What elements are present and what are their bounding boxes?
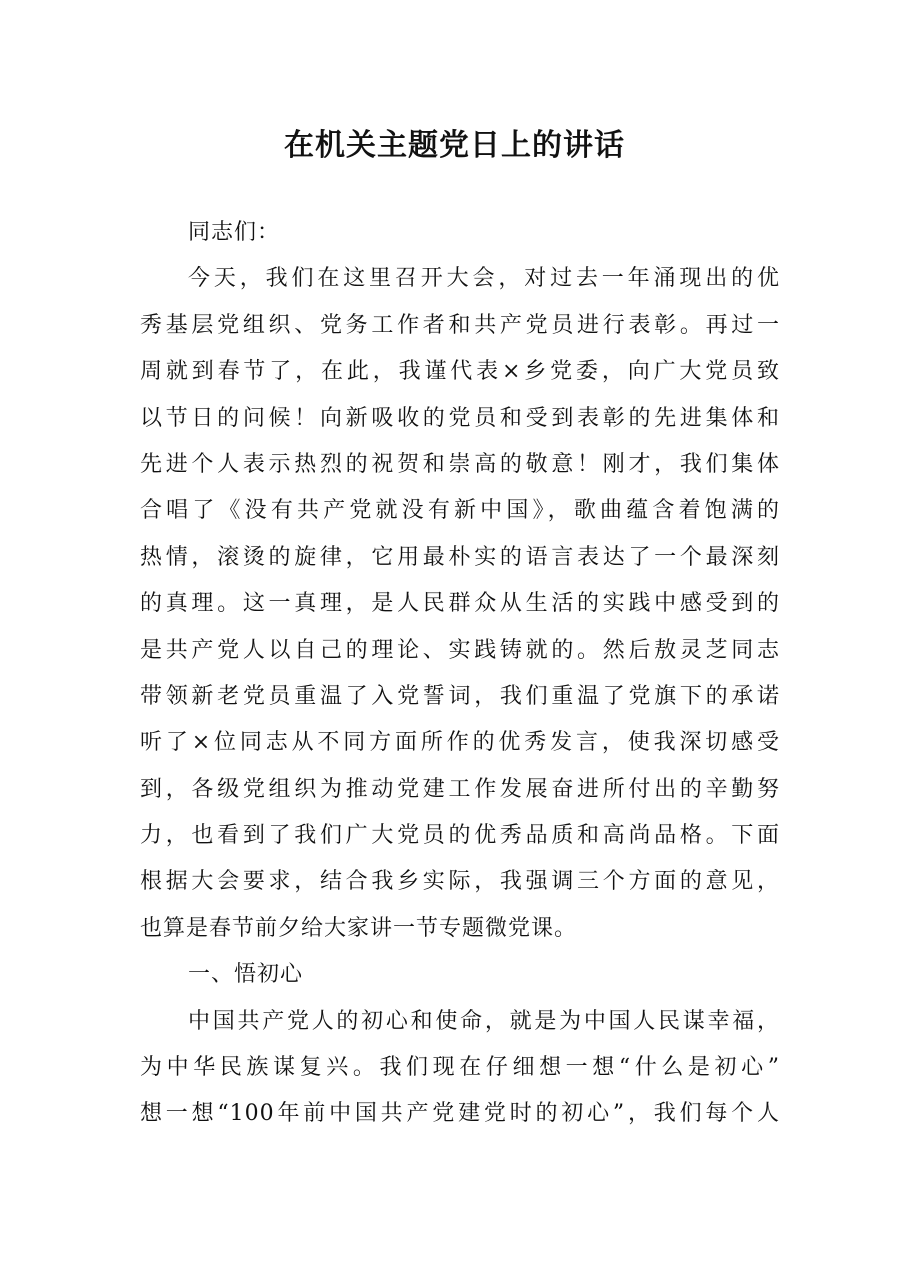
text-line: 到，各级党组织为推动党建工作发展奋进所付出的辛勤努 <box>140 776 780 802</box>
text-line: 听了×位同志从不同方面所作的优秀发言，使我深切感受 <box>140 730 780 756</box>
text-line: 秀基层党组织、党务工作者和共产党员进行表彰。再过一 <box>140 312 780 338</box>
text-line: 的真理。这一真理，是人民群众从生活的实践中感受到的 <box>140 591 780 617</box>
text-line: 合唱了《没有共产党就没有新中国》，歌曲蕴含着饱满的 <box>140 498 780 524</box>
text-line: 以节日的问候！向新吸收的党员和受到表彰的先进集体和 <box>140 405 780 431</box>
text-line: 周就到春节了，在此，我谨代表×乡党委，向广大党员致 <box>140 359 780 385</box>
text-line: 带领新老党员重温了入党誓词，我们重温了党旗下的承诺 <box>140 683 780 709</box>
text-line: 一、悟初心 <box>188 962 304 988</box>
text-line: 同志们： <box>188 220 281 245</box>
text-line: 是共产党人以自己的理论、实践铸就的。然后敖灵芝同志 <box>140 637 780 663</box>
page-title: 在机关主题党日上的讲话 <box>284 128 625 163</box>
text-line: 热情，滚烫的旋律，它用最朴实的语言表达了一个最深刻 <box>140 544 780 570</box>
text-line: 根据大会要求，结合我乡实际，我强调三个方面的意见， <box>140 869 780 895</box>
text-line: 中国共产党人的初心和使命，就是为中国人民谋幸福， <box>188 1008 780 1034</box>
text-line: 力，也看到了我们广大党员的优秀品质和高尚品格。下面 <box>140 823 780 849</box>
text-line: 先进个人表示热烈的祝贺和崇高的敬意！刚才，我们集体 <box>140 451 780 477</box>
document-body <box>140 210 780 1138</box>
text-line: 也算是春节前夕给大家讲一节专题微党课。 <box>140 915 578 941</box>
text-line: 想一想“100年前中国共产党建党时的初心”，我们每个人 <box>140 1101 780 1127</box>
text-line: 为中华民族谋复兴。我们现在仔细想一想“什么是初心” <box>140 1055 780 1081</box>
text-line: 今天，我们在这里召开大会，对过去一年涌现出的优 <box>188 266 780 292</box>
